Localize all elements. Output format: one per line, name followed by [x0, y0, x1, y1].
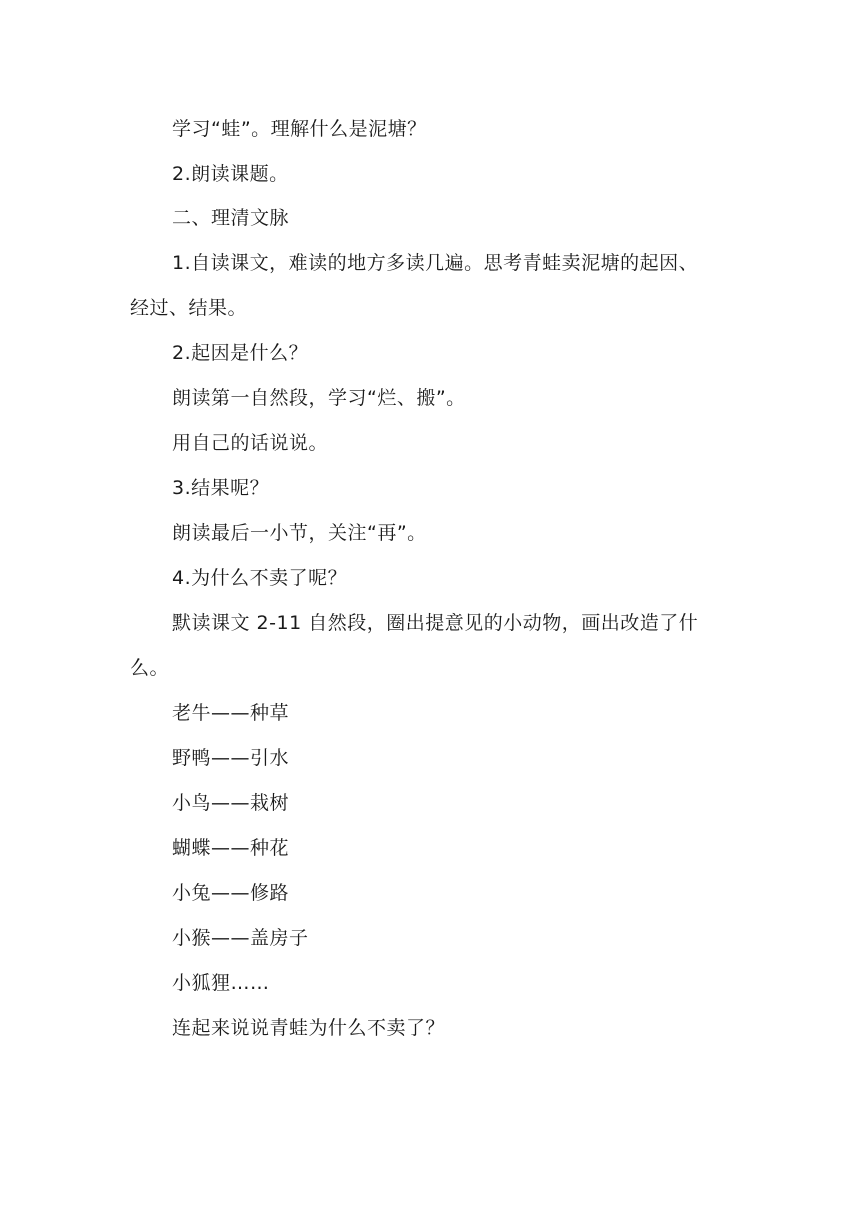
text-line: 经过、结果。: [130, 297, 248, 319]
text-line: 学习“蛙”。理解什么是泥塘？: [172, 118, 427, 140]
text-line: 朗读最后一小节，关注“再”。: [172, 522, 427, 544]
text-line: 么。: [130, 657, 170, 679]
list-item: 小鸟——栽树: [172, 792, 290, 814]
list-item: 老牛——种草: [172, 702, 290, 724]
text-line: 3.结果呢？: [172, 477, 270, 499]
section-heading: 二、理清文脉: [172, 207, 290, 229]
text-line: 1.自读课文，难读的地方多读几遍。思考青蛙卖泥塘的起因、: [172, 252, 699, 274]
text-line: 2.朗读课题。: [172, 163, 289, 185]
list-item: 蝴蝶——种花: [172, 837, 290, 859]
list-item: 小兔——修路: [172, 882, 290, 904]
text-line: 默读课文 2-11 自然段，圈出提意见的小动物，画出改造了什: [172, 612, 699, 634]
text-line: 2.起因是什么？: [172, 342, 309, 364]
text-line: 朗读第一自然段，学习“烂、搬”。: [172, 387, 466, 409]
list-item: 小狐狸……: [172, 972, 270, 994]
text-line: 用自己的话说说。: [172, 432, 329, 454]
list-item: 小猴——盖房子: [172, 927, 309, 949]
list-item: 野鸭——引水: [172, 747, 290, 769]
text-line: 连起来说说青蛙为什么不卖了？: [172, 1017, 446, 1039]
text-line: 4.为什么不卖了呢？: [172, 567, 348, 589]
